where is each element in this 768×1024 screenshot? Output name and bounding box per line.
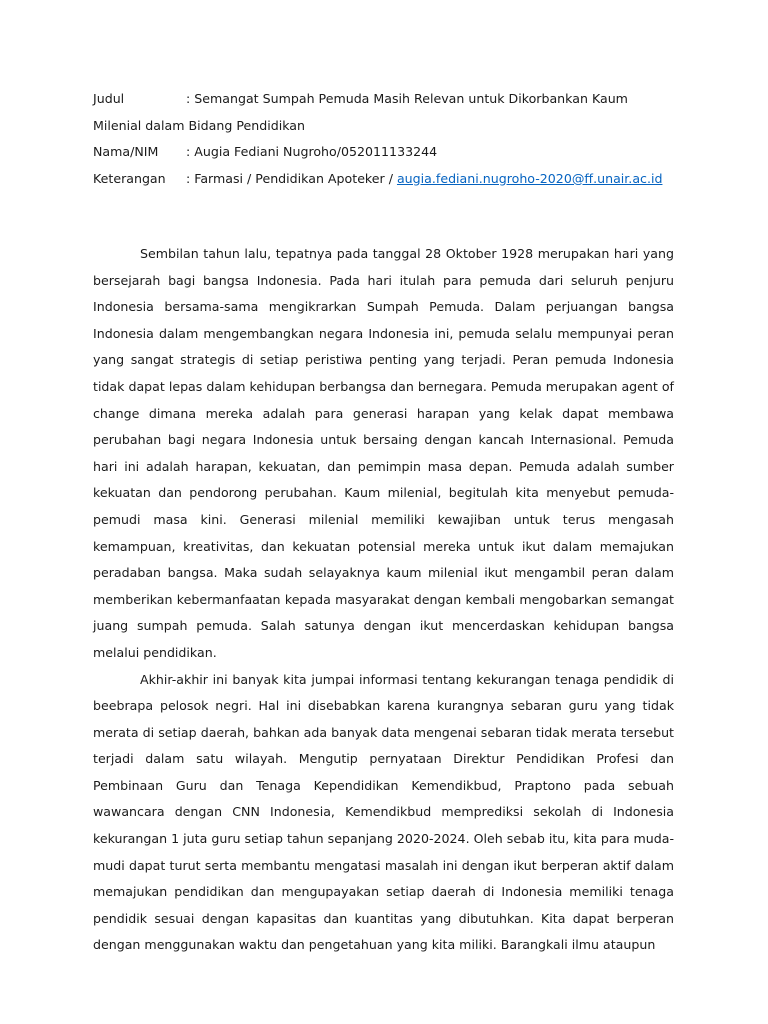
header-row-judul-cont	[93, 113, 683, 140]
judul-continuation: Milenial dalam Bidang Pendidikan	[93, 117, 305, 133]
header-row-nama	[93, 139, 683, 166]
judul-value: : Semangat Sumpah Pemuda Masih Relevan untuk Dikorbankan Kaum	[186, 91, 628, 106]
nama-label: Nama/NIM	[93, 144, 159, 160]
judul-label: Judul	[93, 91, 125, 106]
keterangan-label: Keterangan	[93, 170, 166, 186]
paragraph-2: Akhir-akhir ini banyak kita jumpai informasi tentang kekurangan tenaga pendidik di beebrapa pelosok negri. Hal ini disebabkan karena kurangnya sebaran guru yang tidak merata di setiap daerah, bahkan ada banyak data mengenai sebaran tidak merata tersebut terjadi dalam satu wilayah. Mengutip pernyataan Direktur Pendidikan Profesi dan Pembinaan Guru dan Tenaga Kependidikan Kemendikbud, Praptono pada sebuah wawancara dengan CNN Indonesia, Kemendikbud memprediksi sekolah di Indonesia kekurangan 1 juta guru setiap tahun sepanjang 2020-2024. Oleh sebab itu, kita para muda-mudi dapat turut serta membantu mengatasi masalah ini dengan ikut berperan aktif dalam memajukan pendidikan dan mengupayakan setiap daerah di Indonesia memiliki tenaga pendidik sesuai dengan kapasitas dan kuantitas yang dibutuhkan. Kita dapat berperan dengan menggunakan waktu dan pengetahuan yang kita miliki. Barangkali ilmu ataupun	[93, 671, 674, 953]
header-row-keterangan	[93, 166, 683, 193]
paragraph-1: Sembilan tahun lalu, tepatnya pada tanggal 28 Oktober 1928 merupakan hari yang bersejarah bagi bangsa Indonesia. Pada hari itulah para pemuda dari seluruh penjuru Indonesia bersama-sama mengikrarkan Sumpah Pemuda. Dalam perjuangan bangsa Indonesia dalam mengembangkan negara Indonesia ini, pemuda selalu mempunyai peran yang sangat strategis di setiap peristiwa penting yang terjadi. Peran pemuda Indonesia tidak dapat lepas dalam kehidupan berbangsa dan bernegara. Pemuda merupakan agent of change dimana mereka adalah para generasi harapan yang kelak dapat membawa perubahan bagi negara Indonesia untuk bersaing dengan kancah Internasional. Pemuda hari ini adalah harapan, kekuatan, dan pemimpin masa depan. Pemuda adalah sumber kekuatan dan pendorong perubahan. Kaum milenial, begitulah kita menyebut pemuda-pemudi masa kini. Generasi milenial memiliki kewajiban untuk terus mengasah kemampuan, kreativitas, dan kekuatan potensial mereka untuk ikut dalam memajukan peradaban bangsa. Maka sudah selayaknya kaum milenial ikut mengambil peran dalam memberikan kebermanfaatan kepada masyarakat dengan kembali mengobarkan semangat juang sumpah pemuda. Salah satunya dengan ikut mencerdaskan kehidupan bangsa melalui pendidikan.	[93, 246, 674, 660]
nama-value: : Augia Fediani Nugroho/052011133244	[186, 144, 438, 160]
header-row-judul	[93, 86, 683, 113]
document-header	[93, 86, 683, 192]
email-link[interactable]: augia.fediani.nugroho-2020@ff.unair.ac.id	[396, 170, 663, 186]
keterangan-value: : Farmasi / Pendidikan Apoteker /	[186, 170, 397, 186]
document-body	[93, 241, 674, 959]
